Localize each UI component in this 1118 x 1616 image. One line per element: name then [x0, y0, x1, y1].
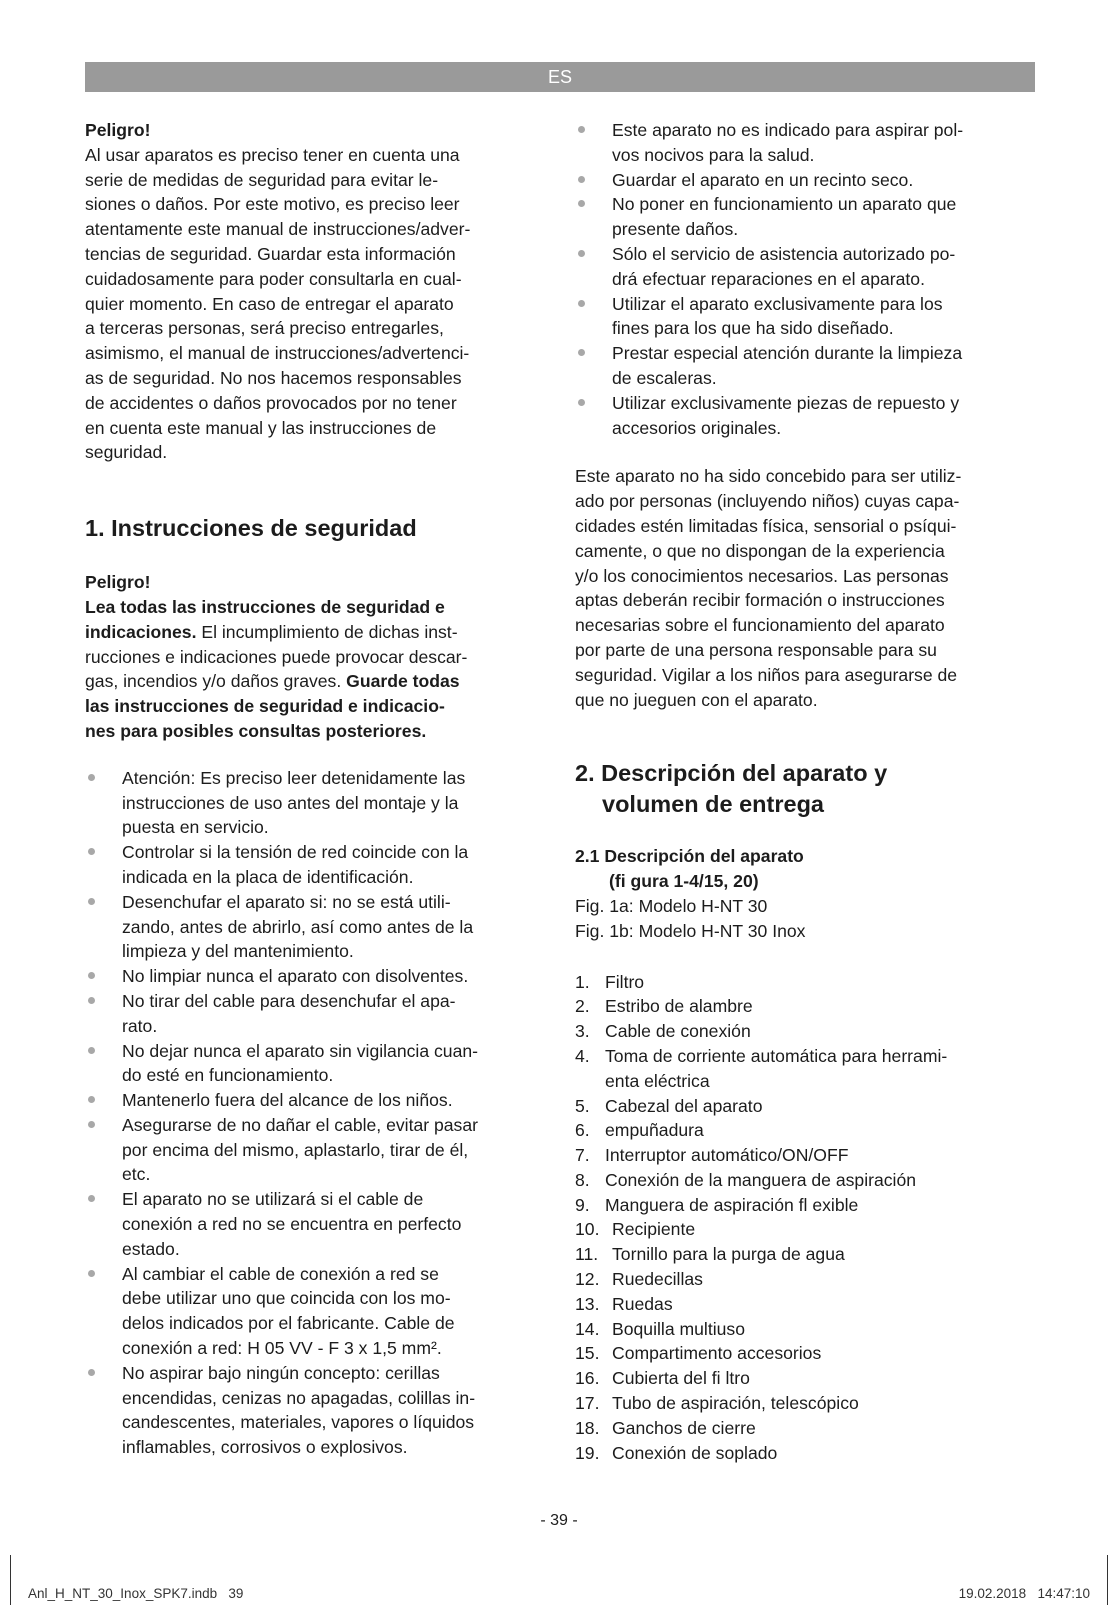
text-line: conexión a red: H 05 VV - F 3 x 1,5 mm². — [122, 1338, 442, 1359]
text-line: por encima del mismo, aplastarlo, tirar de él, — [122, 1139, 469, 1160]
bullet-item — [85, 1088, 540, 1113]
text-line: as de seguridad. No nos hacemos responsables — [85, 367, 462, 388]
parts-list-item — [575, 1019, 1035, 1044]
bullet-item — [85, 1262, 540, 1361]
bullet-item — [575, 242, 1035, 292]
text-line: cidades estén limitadas física, sensorial o psíqui- — [575, 515, 957, 536]
subsection-title: 2.1 Descripción del aparato (fi gura 1-4/15, 20) — [575, 846, 804, 892]
part-number: 14. — [575, 1318, 600, 1339]
text-line: y/o los conocimientos necesarios. Las personas — [575, 565, 949, 586]
parts-list-item — [575, 1317, 1035, 1342]
text-line: indicada en la placa de identificación. — [122, 866, 414, 887]
part-number: 9. — [575, 1194, 590, 1215]
bullet-item — [575, 118, 1035, 168]
parts-list — [575, 970, 1035, 1466]
part-number: 7. — [575, 1145, 590, 1166]
text-line: El aparato no se utilizará si el cable de — [122, 1189, 424, 1210]
parts-list-item — [575, 1193, 1035, 1218]
figure-1b-caption: Fig. 1b: Modelo H-NT 30 Inox — [575, 920, 806, 941]
parts-list-item — [575, 1341, 1035, 1366]
parts-list-item — [575, 1118, 1035, 1143]
language-header-bar — [85, 62, 1035, 92]
text-line: seguridad. Vigilar a los niños para asegurarse de — [575, 664, 958, 685]
text-line: Conexión de la manguera de aspiración — [605, 1169, 917, 1190]
warning-title: Peligro! — [85, 120, 151, 140]
footer-datetime: 19.02.2018 14:47:10 — [958, 1586, 1090, 1601]
text-line: Utilizar exclusivamente piezas de repuesto y — [612, 392, 960, 413]
text-line: siones o daños. Por este motivo, es preciso leer — [85, 194, 460, 215]
parts-list-item — [575, 1242, 1035, 1267]
text-line: Tornillo para la purga de agua — [612, 1244, 845, 1265]
text-line: Ganchos de cierre — [612, 1417, 756, 1438]
text-line: Manguera de aspiración fl exible — [605, 1194, 859, 1215]
text-line: No limpiar nunca el aparato con disolventes. — [122, 966, 469, 987]
text-line: etc. — [122, 1164, 151, 1185]
text-line: cuidadosamente para poder consultarla en cual- — [85, 268, 462, 289]
bullet-item — [575, 341, 1035, 391]
part-number: 5. — [575, 1095, 590, 1116]
text-line: puesta en servicio. — [122, 817, 269, 838]
parts-list-item — [575, 994, 1035, 1019]
parts-list-item — [575, 1143, 1035, 1168]
warning-title-2: Peligro! — [85, 572, 151, 593]
parts-list-item — [575, 1094, 1035, 1119]
text-line: Asegurarse de no dañar el cable, evitar pasar — [122, 1114, 478, 1135]
text-line: quier momento. En caso de entregar el aparato — [85, 293, 454, 314]
text-line: aptas deberán recibir formación o instrucciones — [575, 590, 945, 611]
text-line: de accidentes o daños provocados por no tener — [85, 392, 457, 413]
figure-1a-caption: Fig. 1a: Modelo H-NT 30 — [575, 895, 768, 916]
bullet-item — [85, 1039, 540, 1089]
bullet-item — [85, 1361, 540, 1460]
text-line: seguridad. — [85, 442, 168, 463]
text-line: accesorios originales. — [612, 417, 782, 438]
text-line: Compartimento accesorios — [612, 1343, 822, 1364]
part-number: 10. — [575, 1219, 600, 1240]
parts-list-item — [575, 1168, 1035, 1193]
footer-file-info: Anl_H_NT_30_Inox_SPK7.indb 39 — [28, 1586, 244, 1601]
bullet-item — [575, 391, 1035, 441]
text-line: rato. — [122, 1015, 158, 1036]
text-line: candescentes, materiales, vapores o líquidos — [122, 1412, 475, 1433]
part-number: 11. — [575, 1244, 599, 1265]
text-line: Desenchufar el aparato si: no se está utili- — [122, 891, 451, 912]
bullet-item — [85, 766, 540, 840]
text-line: Cable de conexión — [605, 1021, 751, 1042]
text-line: Filtro — [605, 971, 645, 992]
parts-list-item — [575, 970, 1035, 995]
page-number: - 39 - — [540, 1512, 578, 1529]
text-line: Ruedecillas — [612, 1269, 703, 1290]
right-column — [575, 118, 1035, 1465]
text-line: Estribo de alambre — [605, 996, 753, 1017]
text-line: Este aparato no es indicado para aspirar pol- — [612, 120, 964, 140]
text-line: instrucciones de uso antes del montaje y la — [122, 792, 459, 813]
parts-list-item — [575, 1267, 1035, 1292]
text-line: ado por personas (incluyendo niños) cuyas capa- — [575, 491, 960, 512]
part-number: 4. — [575, 1045, 590, 1066]
part-number: 13. — [575, 1293, 600, 1314]
text-line: Prestar especial atención durante la limpieza — [612, 343, 963, 364]
part-number: 8. — [575, 1169, 590, 1190]
part-number: 16. — [575, 1368, 600, 1389]
parts-list-item — [575, 1391, 1035, 1416]
part-number: 1. — [575, 971, 590, 992]
text-line: por parte de una persona responsable para su — [575, 639, 937, 660]
text-line: Controlar si la tensión de red coincide con la — [122, 842, 469, 863]
bullet-item — [575, 192, 1035, 242]
text-line: Al usar aparatos es preciso tener en cuenta una — [85, 144, 460, 165]
children-paragraph — [575, 464, 1035, 712]
section-1-title: 1. Instrucciones de seguridad — [85, 515, 417, 542]
text-line: Tubo de aspiración, telescópico — [612, 1393, 859, 1414]
text-line: asimismo, el manual de instrucciones/advertenci- — [85, 343, 470, 364]
language-label: ES — [547, 67, 572, 87]
text-line: tencias de seguridad. Guardar esta información — [85, 243, 456, 264]
text-line: No poner en funcionamiento un aparato que — [612, 194, 957, 215]
text-line: delos indicados por el fabricante. Cable de — [122, 1313, 455, 1334]
text-line: inflamables, corrosivos o explosivos. — [122, 1437, 408, 1458]
text-line: encendidas, cenizas no apagadas, colillas in- — [122, 1387, 476, 1408]
text-line: camente, o que no dispongan de la experiencia — [575, 540, 945, 561]
text-line: Recipiente — [612, 1219, 696, 1240]
part-number: 12. — [575, 1269, 600, 1290]
part-number: 17. — [575, 1393, 600, 1414]
parts-list-item — [575, 1044, 1035, 1094]
bullet-item — [85, 1113, 540, 1187]
text-line: de escaleras. — [612, 367, 717, 388]
section-2-title: 2. Descripción del aparato y volumen de entrega — [575, 760, 888, 818]
text-line: empuñadura — [605, 1120, 704, 1141]
text-line: drá efectuar reparaciones en el aparato. — [612, 268, 925, 289]
part-number: 6. — [575, 1120, 590, 1141]
bullet-item — [85, 964, 540, 989]
crop-mark-left — [10, 1555, 11, 1605]
read-instructions-paragraph: Lea todas las instrucciones de seguridad e indicaciones. El incumplimiento de dichas inst- rucciones e indicaciones puede provocar descar- gas, incendios y/o daños graves. Guarde todas las instrucciones de seguridad e indicacio- nes para posibles consultas posteriores. — [85, 596, 468, 741]
bullet-item — [85, 840, 540, 890]
bullet-item — [85, 890, 540, 964]
text-line: No aspirar bajo ningún concepto: cerillas — [122, 1362, 440, 1383]
part-number: 15. — [575, 1343, 600, 1364]
text-line: Ruedas — [612, 1293, 673, 1314]
parts-list-item — [575, 1366, 1035, 1391]
part-number: 19. — [575, 1442, 600, 1463]
intro-paragraph — [85, 143, 540, 465]
safety-bullet-list — [85, 766, 540, 1460]
bullet-item — [85, 1187, 540, 1261]
text-line: Interruptor automático/ON/OFF — [605, 1145, 849, 1166]
text-line: serie de medidas de seguridad para evitar le- — [85, 169, 439, 190]
text-line: Boquilla multiuso — [612, 1318, 746, 1339]
bullet-item — [575, 292, 1035, 342]
text-line: a terceras personas, será preciso entregarles, — [85, 318, 444, 339]
text-line: Atención: Es preciso leer detenidamente las — [122, 767, 466, 788]
part-number: 2. — [575, 996, 590, 1017]
part-number: 18. — [575, 1417, 600, 1438]
text-line: vos nocivos para la salud. — [612, 144, 815, 165]
text-line: do esté en funcionamiento. — [122, 1065, 334, 1086]
text-line: atentamente este manual de instrucciones/adver- — [85, 219, 471, 240]
text-line: que no jueguen con el aparato. — [575, 689, 818, 710]
text-line: Cubierta del fi ltro — [612, 1368, 750, 1389]
text-line: necesarias sobre el funcionamiento del aparato — [575, 615, 945, 636]
part-number: 3. — [575, 1021, 590, 1042]
text-line: Conexión de soplado — [612, 1442, 778, 1463]
parts-list-item — [575, 1416, 1035, 1441]
text-line: No dejar nunca el aparato sin vigilancia cuan- — [122, 1040, 478, 1061]
text-line: en cuenta este manual y las instrucciones de — [85, 417, 437, 438]
text-line: Cabezal del aparato — [605, 1095, 763, 1116]
safety-bullet-list-continued — [575, 118, 1035, 440]
text-line: zando, antes de abrirlo, así como antes de la — [122, 916, 474, 937]
text-line: estado. — [122, 1238, 180, 1259]
text-line: limpieza y del mantenimiento. — [122, 941, 354, 962]
text-line: Mantenerlo fuera del alcance de los niños. — [122, 1090, 453, 1111]
text-line: Al cambiar el cable de conexión a red se — [122, 1263, 439, 1284]
text-line: Sólo el servicio de asistencia autorizado po- — [612, 243, 956, 264]
bullet-item — [575, 168, 1035, 193]
text-line: Este aparato no ha sido concebido para ser utiliz- — [575, 466, 962, 487]
text-line: debe utilizar uno que coincida con los mo- — [122, 1288, 451, 1309]
parts-list-item — [575, 1441, 1035, 1466]
text-line: conexión a red no se encuentra en perfecto — [122, 1214, 462, 1235]
parts-list-item — [575, 1217, 1035, 1242]
text-line: No tirar del cable para desenchufar el apa- — [122, 990, 456, 1011]
parts-list-item — [575, 1292, 1035, 1317]
text-line: Toma de corriente automática para herrami- — [605, 1045, 948, 1066]
text-line: fines para los que ha sido diseñado. — [612, 318, 894, 339]
text-line: enta eléctrica — [605, 1070, 710, 1091]
text-line: presente daños. — [612, 219, 739, 240]
left-column — [85, 118, 540, 1460]
text-line: Utilizar el aparato exclusivamente para los — [612, 293, 943, 314]
text-line: Guardar el aparato en un recinto seco. — [612, 169, 914, 190]
crop-mark-right — [1107, 1555, 1108, 1605]
bullet-item — [85, 989, 540, 1039]
